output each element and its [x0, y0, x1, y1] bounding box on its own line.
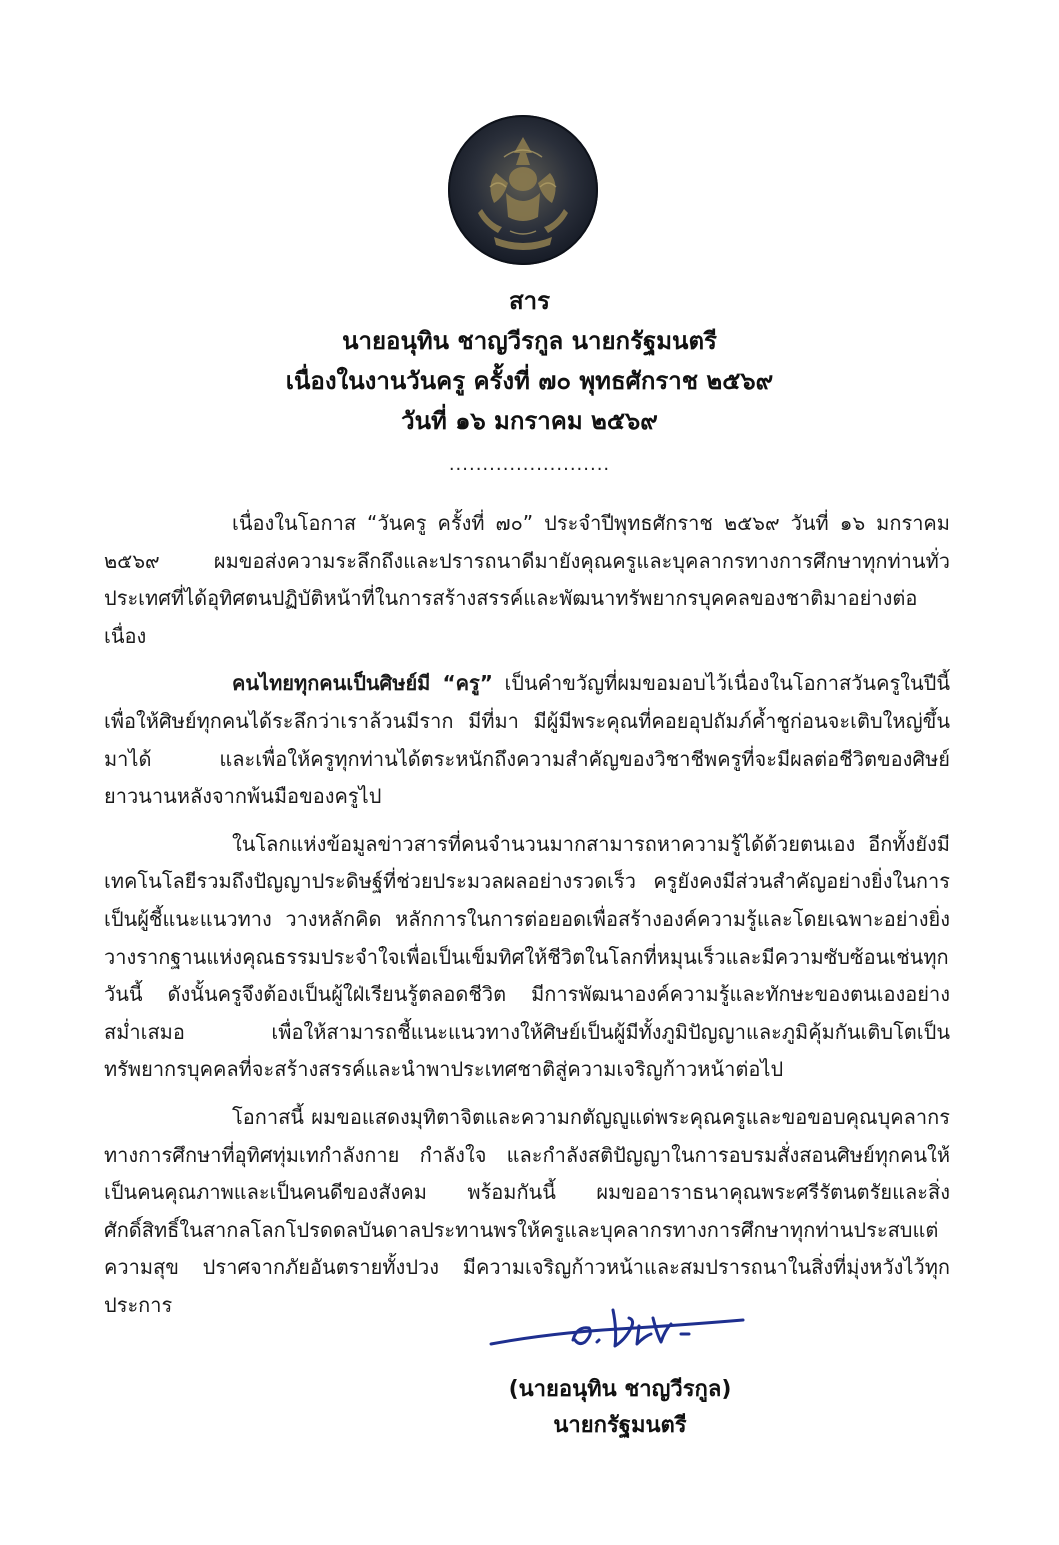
slogan-text: คนไทยทุกคนเป็นศิษย์มี “ครู”	[232, 671, 493, 696]
signatory-name: (นายอนุทิน ชาญวีรกูล)	[508, 1377, 732, 1402]
handwritten-signature	[485, 1290, 755, 1370]
body-paragraph-2	[104, 665, 950, 815]
signature-block	[500, 1372, 740, 1444]
document-title: สาร	[508, 287, 550, 315]
dotted-separator: ........................	[448, 454, 611, 475]
author-line: นายอนุทิน ชาญวีรกูล นายกรัฐมนตรี	[342, 327, 717, 355]
body-paragraph-1: เนื่องในโอกาส “วันครู ครั้งที่ ๗๐” ประจำปีพุทธศักราช ๒๕๖๙ วันที่ ๑๖ มกราคม ๒๕๖๙ ผมขอส่งความระลึกถึงและปรารถนาดีมายังคุณครูและบุคลากรทางการศึกษาทุกท่านทั่วประเทศที่ได้อุทิศตนปฏิบัติหน้าที่ในการสร้างสรรค์และพัฒนาทรัพยากรบุคคลของชาติมาอย่างต่อเนื่อง	[104, 511, 950, 648]
letter-header	[0, 281, 1059, 441]
date-line: วันที่ ๑๖ มกราคม ๒๕๖๙	[401, 407, 658, 435]
government-seal-emblem	[446, 113, 600, 267]
body-paragraph-4: โอกาสนี้ ผมขอแสดงมุทิตาจิตและความกตัญญูแด่พระคุณครูและขอขอบคุณบุคลากรทางการศึกษาที่อุทิศทุ่มเทกำลังกาย กำลังใจ และกำลังสติปัญญาในการอบรมสั่งสอนศิษย์ทุกคนให้เป็นคนคุณภาพและเป็นคนดีของสังคม พร้อมกันนี้ ผมขออาราธนาคุณพระศรีรัตนตรัยและสิ่งศักดิ์สิทธิ์ในสากลโลกโปรดดลบันดาลประทานพรให้ครูและบุคลากรทางการศึกษาทุกท่านประสบแต่ความสุข ปราศจากภัยอันตรายทั้งปวง มีความเจริญก้าวหน้าและสมปรารถนาในสิ่งที่มุ่งหวังไว้ทุกประการ	[104, 1104, 950, 1317]
body-paragraph-2-text: เป็นคำขวัญที่ผมขอมอบไว้เนื่องในโอกาสวันครูในปีนี้ เพื่อให้ศิษย์ทุกคนได้ระลึกว่าเราล้วนมีราก มีที่มา มีผู้มีพระคุณที่คอยอุปถัมภ์ค้ำชูก่อนจะเติบใหญ่ขึ้นมาได้ และเพื่อให้ครูทุกท่านได้ตระหนักถึงความสำคัญของวิชาชีพครูที่จะมีผลต่อชีวิตของศิษย์ยาวนานหลังจากพ้นมือของครูไป	[104, 671, 950, 809]
signatory-position: นายกรัฐมนตรี	[553, 1413, 687, 1438]
occasion-line: เนื่องในงานวันครู ครั้งที่ ๗๐ พุทธศักราช ๒๕๖๙	[285, 367, 774, 395]
letter-body	[104, 505, 950, 1334]
body-paragraph-3: ในโลกแห่งข้อมูลข่าวสารที่คนจำนวนมากสามารถหาความรู้ได้ด้วยตนเอง อีกทั้งยังมีเทคโนโลยีรวมถึงปัญญาประดิษฐ์ที่ช่วยประมวลผลอย่างรวดเร็ว ครูยังคงมีส่วนสำคัญอย่างยิ่งในการเป็นผู้ชี้แนะแนวทาง วางหลักคิด หลักการในการต่อยอดเพื่อสร้างองค์ความรู้และโดยเฉพาะอย่างยิ่งวางรากฐานแห่งคุณธรรมประจำใจเพื่อเป็นเข็มทิศให้ชีวิตในโลกที่หมุนเร็วและมีความซับซ้อนเช่นทุกวันนี้ ดังนั้นครูจึงต้องเป็นผู้ใฝ่เรียนรู้ตลอดชีวิต มีการพัฒนาองค์ความรู้และทักษะของตนเองอย่างสม่ำเสมอ เพื่อให้สามารถชี้แนะแนวทางให้ศิษย์เป็นผู้มีทั้งภูมิปัญญาและภูมิคุ้มกันเติบโตเป็นทรัพยากรบุคคลที่จะสร้างสรรค์และนำพาประเทศชาติสู่ความเจริญก้าวหน้าต่อไป	[104, 831, 950, 1082]
